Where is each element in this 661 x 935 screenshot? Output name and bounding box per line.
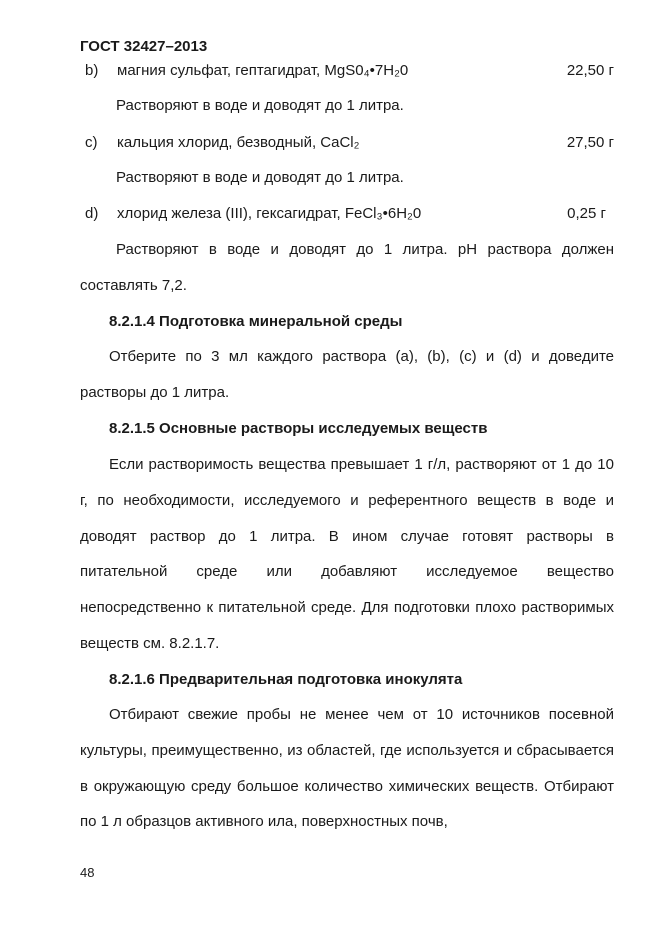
paragraph-text: Растворяют в воде и доводят до 1 литра. pH раствора должен составлять 7,2.: [80, 241, 614, 294]
item-amount: 0,25 г: [567, 205, 606, 222]
item-text: хлорид железа (III), гексагидрат, FeCl₃•6H₂0: [117, 205, 422, 222]
section-heading-8-2-1-6: 8.2.1.6 Предварительная подготовка инокулята: [109, 671, 463, 688]
item-note: Растворяют в воде и доводят до 1 литра.: [116, 97, 404, 114]
item-marker: d): [85, 205, 99, 222]
paragraph-item-d-note: [80, 232, 614, 304]
item-marker: b): [85, 62, 99, 79]
paragraph-8-2-1-4: [80, 339, 614, 411]
page-number: 48: [80, 865, 95, 880]
document-header: ГОСТ 32427–2013: [80, 38, 208, 55]
item-amount: 22,50 г: [566, 62, 614, 79]
list-item-d: [80, 205, 614, 229]
section-heading-8-2-1-4: 8.2.1.4 Подготовка минеральной среды: [109, 313, 403, 330]
section-heading-8-2-1-5: 8.2.1.5 Основные растворы исследуемых веществ: [109, 420, 488, 437]
paragraph-8-2-1-5: [80, 447, 614, 662]
item-text: магния сульфат, гептагидрат, MgS0₄•7H₂0: [117, 62, 409, 79]
paragraph-text: Отберите по 3 мл каждого раствора (a), (b), (c) и (d) и доведите растворы до 1 литра.: [80, 348, 614, 401]
paragraph-text: Если растворимость вещества превышает 1 г/л, растворяют от 1 до 10 г, по необходимости, исследуемого и референтного веществ в воде и доводят раствор до 1 литра. В ином случае готовят растворы в питательной среде или добавляют исследуемое вещество непосредственно к питательной среде. Для подготовки плохо растворимых веществ см. 8.2.1.7.: [80, 456, 614, 652]
list-item-b: [80, 62, 614, 86]
item-note: Растворяют в воде и доводят до 1 литра.: [116, 169, 404, 186]
item-amount: 27,50 г: [566, 134, 614, 151]
item-marker: c): [85, 134, 98, 151]
item-text: кальция хлорид, безводный, CaCl₂: [117, 134, 360, 151]
paragraph-text: Отбирают свежие пробы не менее чем от 10 источников посевной культуры, преимущественно, из областей, где используется и сбрасывается в окружающую среду большое количество химических веществ. Отбирают по 1 л образцов активного ила, поверхностных почв,: [80, 706, 614, 831]
list-item-c: [80, 134, 614, 158]
paragraph-8-2-1-6: [80, 697, 614, 840]
